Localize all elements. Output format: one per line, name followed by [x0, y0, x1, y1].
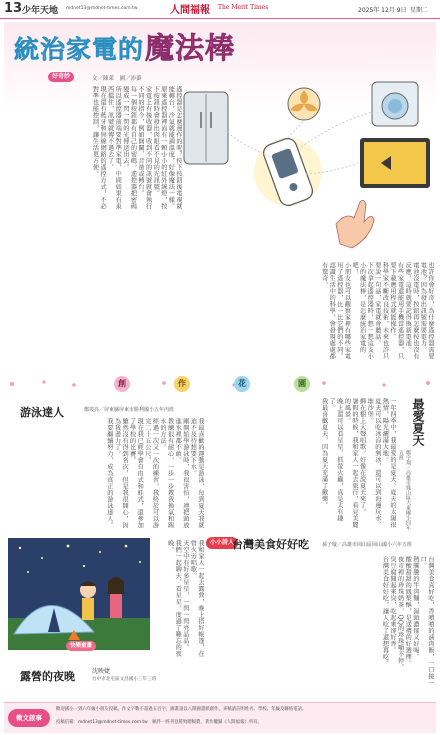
banner-char-1: 創 [114, 376, 130, 392]
banner-decoration [4, 376, 436, 392]
banner-char-2: 作 [174, 376, 190, 392]
submission-text-2: 投稿信箱：mdnet13@mdnet-times.com.tw 稿件一經刊登將致贈稿費，著作權歸《人間福報》所有。 [56, 720, 262, 725]
camping-drawing [8, 538, 150, 650]
hand-icon [336, 200, 374, 248]
summer-byline: 鄭宇翔／高雄市鳳山區大東國小四年五班 [398, 450, 411, 530]
food-title: 台灣美食好好吃 [232, 538, 309, 551]
food-byline: 孫子璇／高雄市岡山區岡山國小六年五班 [322, 542, 413, 548]
paper-name: 人間福報 [170, 5, 210, 16]
page-number: 13 [4, 1, 23, 16]
top-article-title-b: 魔法棒 [145, 31, 236, 65]
section-email: mdnet13@mdnet-times.com.tw [66, 6, 138, 11]
food-body: 台灣美食真好吃，香噴噴的滷肉飯，一口接一口。 熱騰騰的牛肉麵，湯頭濃郁又好喝。 酸酸甜甜的鳳梨酥，是送禮的好選擇。 夜市裡的珍珠奶茶，QQ的珍珠嚼不停。 臭豆腐聞起來臭，吃起來卻好香。 台灣美食好好吃，讓人吃了還想再吃。 [381, 556, 434, 686]
issue-date: 2025年 12月 9日 [358, 7, 407, 14]
artist-name: 沈映婕 [92, 668, 111, 675]
paper-name-en: The Merit Times [218, 4, 269, 11]
top-article-title-a: 統治家電的 [14, 35, 145, 64]
drawing-tag: 快樂童畫 [66, 641, 96, 651]
page-header [0, 0, 440, 19]
banner-char-3: 花 [234, 376, 250, 392]
remote-control-icon [254, 136, 322, 208]
camp-body: 我和家人一起去露營，晚上搭好帳篷，在營火旁唱歌。 天空中有好多星星，一閃一閃亮晶晶。 我們一起聊天、看星星，度過了難忘的夜晚。 [166, 540, 204, 657]
child-figure-2 [108, 577, 124, 618]
artist-school: 台中市北屯區文昌國小三年三班 [92, 677, 157, 682]
fan-icon [288, 88, 320, 120]
issue-weekday: 星期二 [410, 7, 429, 14]
banner-char-4: 園 [294, 376, 310, 392]
summer-body: 一年四季中，我最愛的是夏天。夏天的太陽很熱情，陽光灑滿大地。 夏天可以吃冰涼的剉冰，還可以到海邊玩水、堆沙堡。 蟬在樹上大聲唱歌，好像在說夏天來了。 暑假的時候，我和家人一起去旅行，看見美麗的風景。 晚上還可以看星星、抓螢火蟲，真是太有趣了。 我最喜歡夏天，因為夏天充滿了歡樂。 [320, 398, 396, 528]
swim-title: 游泳達人 [20, 406, 64, 419]
top-article-body-left: 遙控器是怎麼運作的呢？按下按鈕後電視就能轉台，冷氣就能調溫度，好像魔法一樣。 原來遙控器裡面有一顆小小的紅外線燈，按下按鈕時會發出肉眼看不見的光訊號。 家電上有接收器，收到不同的訊號就會執行不同的指令，例如開關、音量或轉台。 每一個按鈕都有自己的密碼，遙控器把密碼變成一閃一閃的光傳送出去。 所以遙控器前端要對準家電，中間如果有東西擋住，訊號就傳不過去了。 現在還有藍牙和無線網路的遙控方式，不必對準也能控制，讓生活更方便。 [91, 86, 182, 210]
camp-title: 露營的夜晚 [20, 670, 75, 683]
swim-body: 我最喜歡的運動是游泳，每到夏天我就迫不及待想要下水。 剛開始學游泳時，我很害怕，連把頭放進水裡都不敢。 教練很有耐心，一步一步教我換氣和踢水的方法。 經過一次又一次的練習，我終於可以游完二十五公尺。 現在我已經學會自由式和蛙式，還參加了學校的比賽。 雖然沒有得到名次，但是我很開心，因為我盡力了。 我要繼續努力，成為真正的游泳達人。 [105, 418, 204, 529]
child-figure-1 [80, 581, 96, 620]
column-tag: 好奇妙 [48, 72, 74, 82]
summer-title: 最愛夏天 [411, 398, 425, 446]
top-article-byline: 文／陳萊 圖／沛蓁 [92, 76, 142, 82]
top-article-body-lower: 也許你會好奇，為什麼遙控器需要電池？因為發出訊號需要電力。 電池沒電時，按鈕再怎麼按也沒有反應，這時就要記得換新電池。 有些家電還能用手機當遙控器，只要下載應用程式就能操作。 科學家不斷改良技術，未來也許只要說一句話，家電就會聽話。 下次拿起遙控器時，想一想這支小小的魔法棒，是怎麼統治家電的吧！ 小朋友也可以觀察家裡有哪些家電用了遙控器，比一比它們的不同。 認識生活中的科學，會發現處處都有驚奇。 [320, 262, 434, 360]
refrigerator-icon [184, 92, 228, 164]
creative-garden-banner [4, 376, 436, 392]
section-name: 少年天地 [22, 6, 59, 16]
poet-badge: 小小詩人 [206, 537, 238, 549]
washing-machine-icon [372, 82, 418, 126]
swim-byline: 鄭竣亮／屏東縣屏東市勝利國小五年丙班 [84, 407, 175, 413]
call-for-submissions [4, 702, 436, 733]
submission-text-1: 歡迎國小一到六年級小朋友投稿，作文字數不超過五百字，圖畫請以八開圖畫紙創作，來稿請註明姓名、學校、年級及聯絡電話。 [56, 707, 307, 712]
television-icon [360, 138, 430, 188]
submission-badge: 徵文啟事 [8, 709, 50, 727]
remote-illustration [176, 62, 434, 262]
